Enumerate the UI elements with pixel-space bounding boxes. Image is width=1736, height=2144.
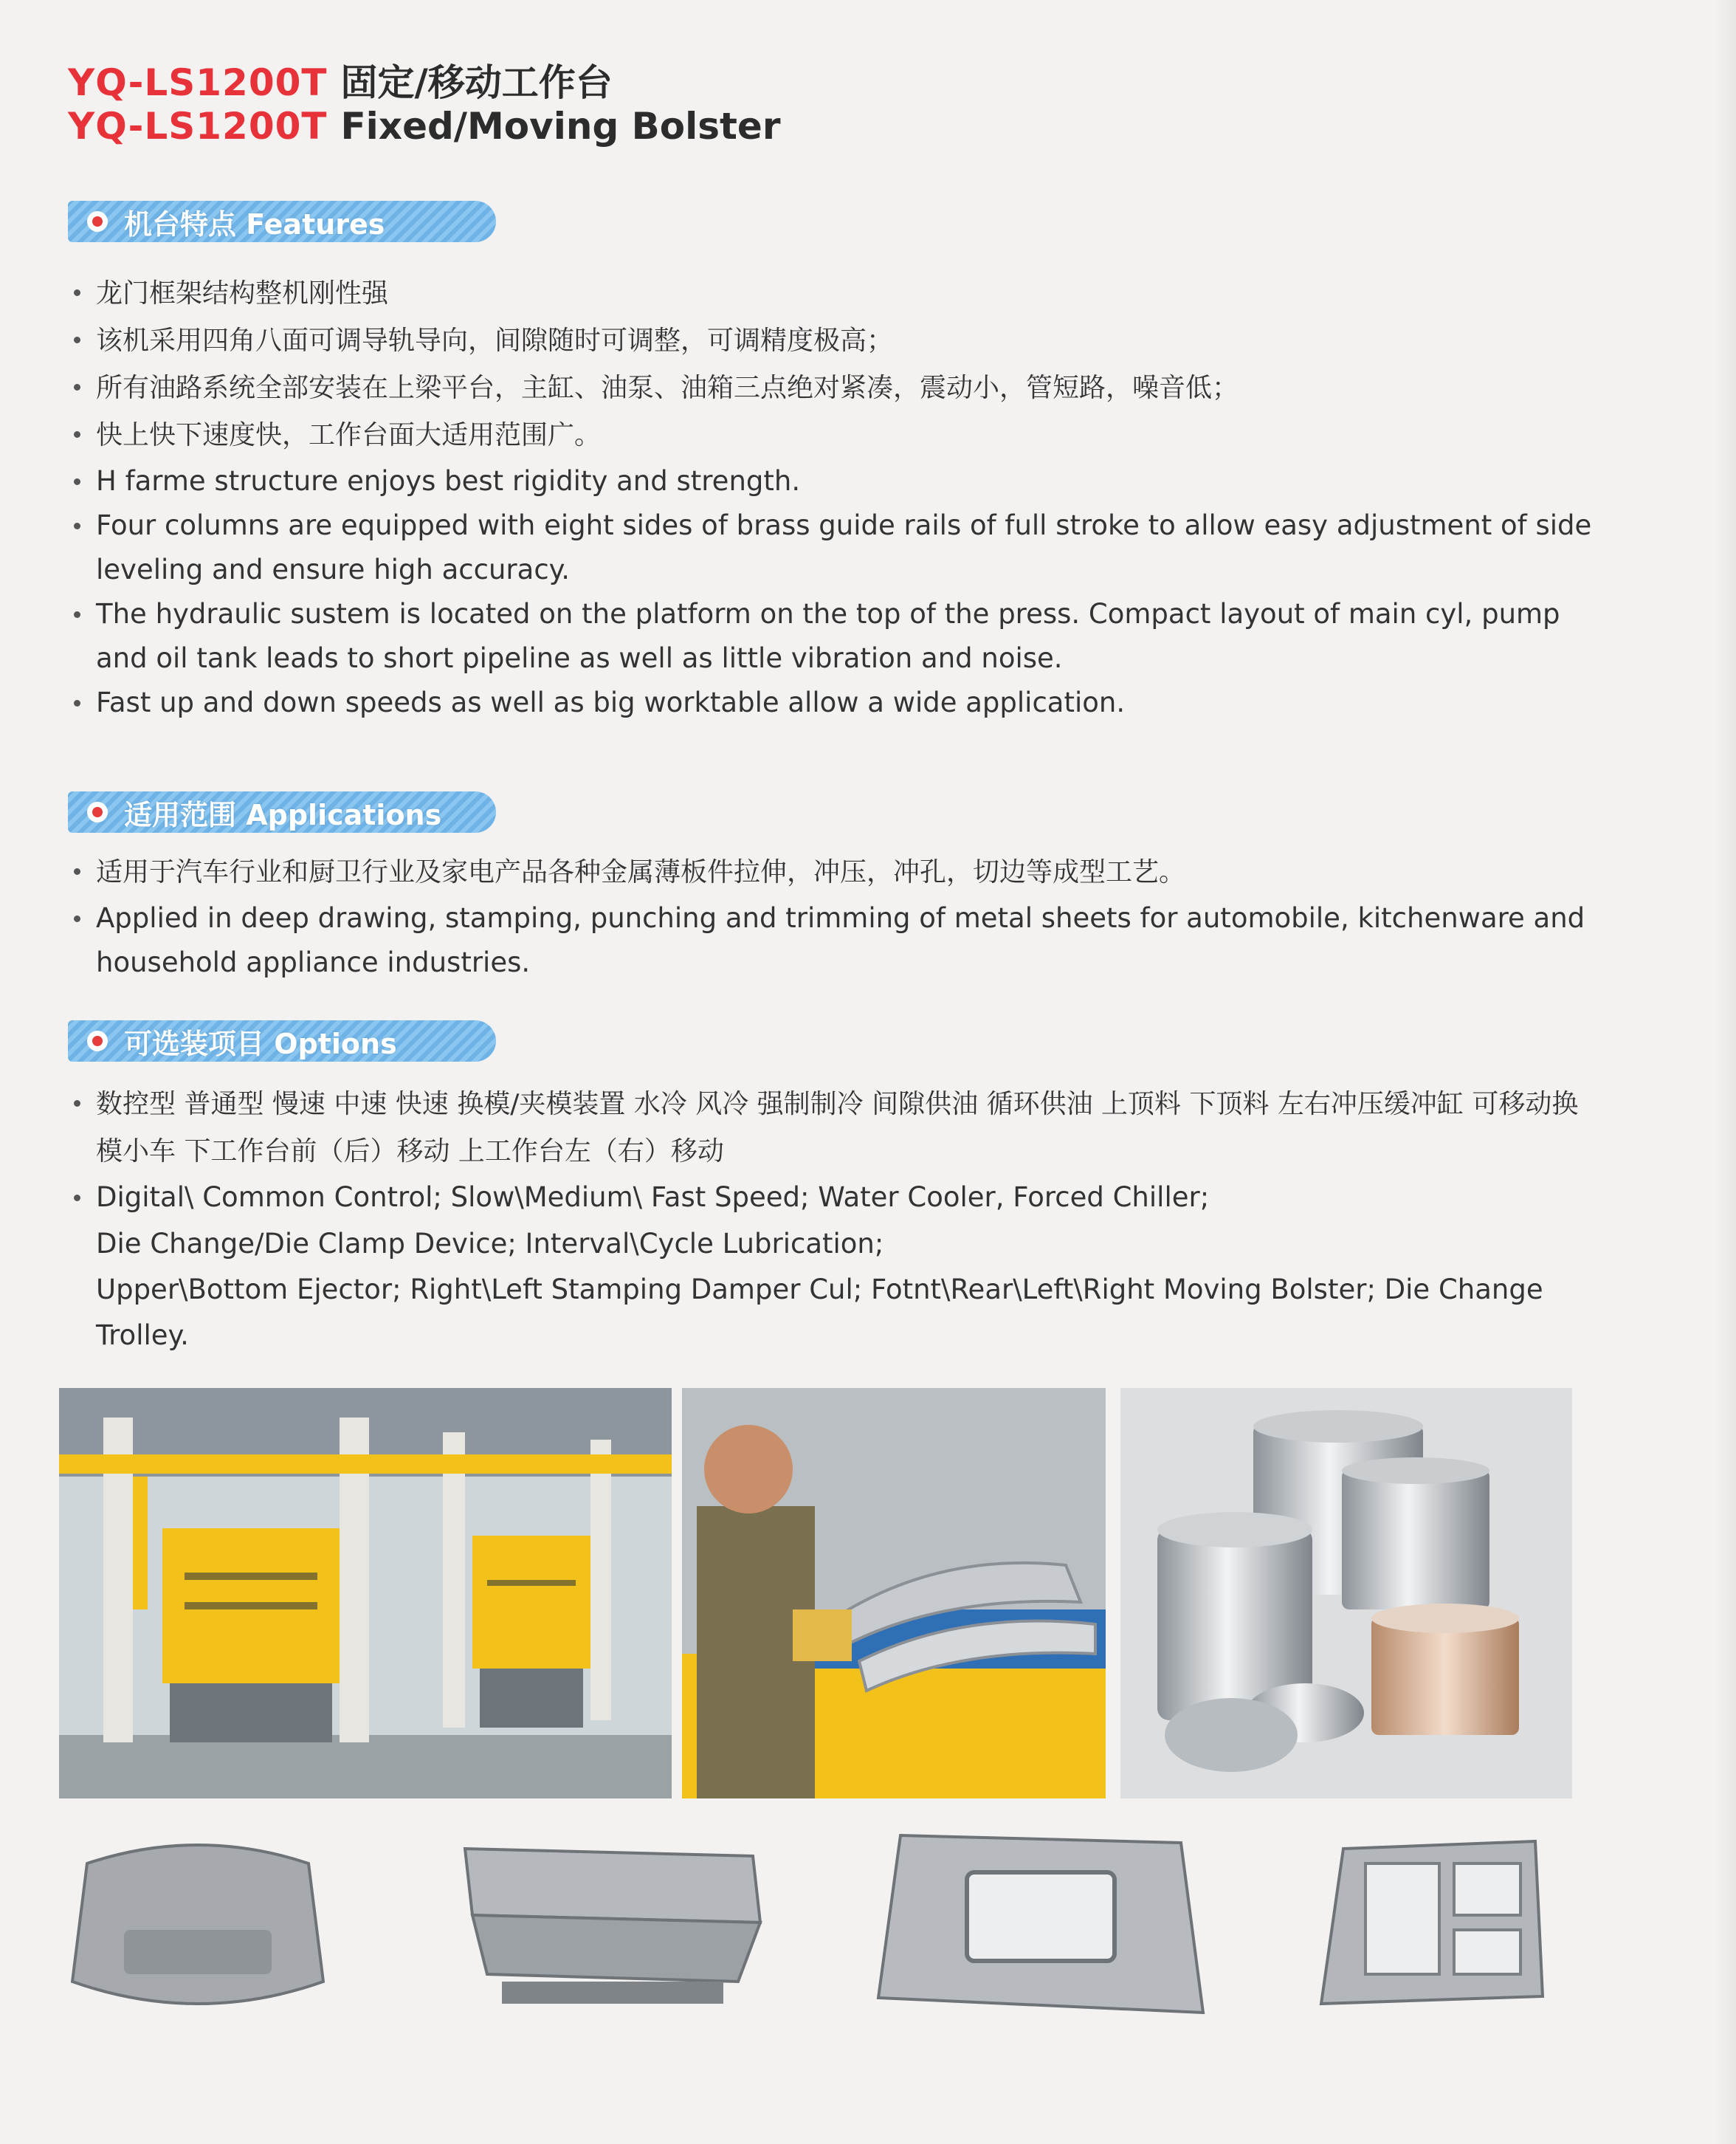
roof-panel-part: [871, 1828, 1210, 2020]
bullet-dot-icon: [87, 802, 108, 822]
title-en-text: Fixed/Moving Bolster: [340, 105, 781, 148]
feature-item: The hydraulic sustem is located on the platform on the top of the press. Compact layout of main cyl, pump and oil tank leads to short pipeline as well as little vibration and noise.: [74, 592, 1594, 681]
options-list: [74, 1081, 1594, 1220]
worker-icon: [682, 1388, 1106, 1798]
application-item: 适用于汽车行业和厨卫行业及家电产品各种金属薄板件拉伸，冲压，冲孔，切边等成型工艺。: [74, 849, 1594, 896]
feature-item: Four columns are equipped with eight sides of brass guide rails of full stroke to allow easy adjustment of side leveling and ensure high accuracy.: [74, 504, 1594, 592]
feature-item: 快上快下速度快，工作台面大适用范围广。: [74, 412, 1594, 459]
bullet-dot-icon: [87, 211, 108, 232]
option-item-cn: 数控型 普通型 慢速 中速 快速 换模/夹模装置 水冷 风冷 强制制冷 间隙供油 循环供油 上顶料 下顶料 左右冲压缓冲缸 可移动换模小车 下工作台前（后）移动 上工作台左（右）移动: [74, 1081, 1594, 1175]
door-frame-icon: [1314, 1834, 1557, 2008]
option-line: Upper\Bottom Ejector; Right\Left Stamping Damper Cul; Fotnt\Rear\Left\Right Moving Bolster; Die Change Trolley.: [96, 1274, 1543, 1351]
features-label: 机台特点 Features: [124, 207, 385, 241]
options-header: [68, 1020, 496, 1062]
feature-item: 所有油路系统全部安装在上梁平台，主缸、油泵、油箱三点绝对紧凑，震动小，管短路，噪音低；: [74, 365, 1594, 412]
door-frame-part: [1314, 1834, 1557, 2008]
trunk-lid-icon: [65, 1834, 331, 2017]
bullet-dot-icon: [87, 1031, 108, 1051]
panel-icon: [458, 1834, 768, 2017]
feature-item: H farme structure enjoys best rigidity and strength.: [74, 459, 1594, 504]
feature-item: Fast up and down speeds as well as big worktable allow a wide application.: [74, 681, 1594, 725]
roof-icon: [871, 1828, 1210, 2020]
option-line: Die Change/Die Clamp Device; Interval\Cycle Lubrication;: [96, 1228, 884, 1260]
cookware-photo: [1120, 1388, 1572, 1798]
feature-item: 该机采用四角八面可调导轨导向，间隙随时可调整，可调精度极高；: [74, 317, 1594, 365]
model-number: YQ-LS1200T: [68, 105, 328, 148]
page-edge: [1714, 0, 1736, 2144]
options-label: 可选装项目 Options: [124, 1027, 397, 1060]
features-header: [68, 201, 496, 242]
pots-icon: [1120, 1388, 1572, 1798]
page-title-en: [68, 105, 781, 148]
title-cn-text: 固定/移动工作台: [340, 61, 613, 104]
applications-header: [68, 791, 496, 833]
feature-item: 龙门框架结构整机刚性强: [74, 270, 1594, 317]
car-trunk-lid-part: [65, 1834, 331, 2017]
application-item: Applied in deep drawing, stamping, punching and trimming of metal sheets for automobile, kitchenware and household appliance industries.: [74, 896, 1594, 985]
model-number: YQ-LS1200T: [68, 61, 328, 104]
features-list: [74, 270, 1594, 725]
option-item-en-cont: [74, 1221, 1616, 1358]
option-item-en: Digital\ Common Control; Slow\Medium\ Fast Speed; Water Cooler, Forced Chiller;: [74, 1175, 1594, 1220]
factory-press-icon: [59, 1388, 672, 1798]
applications-label: 适用范围 Applications: [124, 798, 442, 831]
applications-list: [74, 849, 1594, 985]
hydraulic-press-photo: [59, 1388, 672, 1798]
worker-stamping-photo: [682, 1388, 1106, 1798]
rear-shelf-panel-part: [458, 1834, 768, 2017]
page-title-cn: [68, 53, 613, 106]
